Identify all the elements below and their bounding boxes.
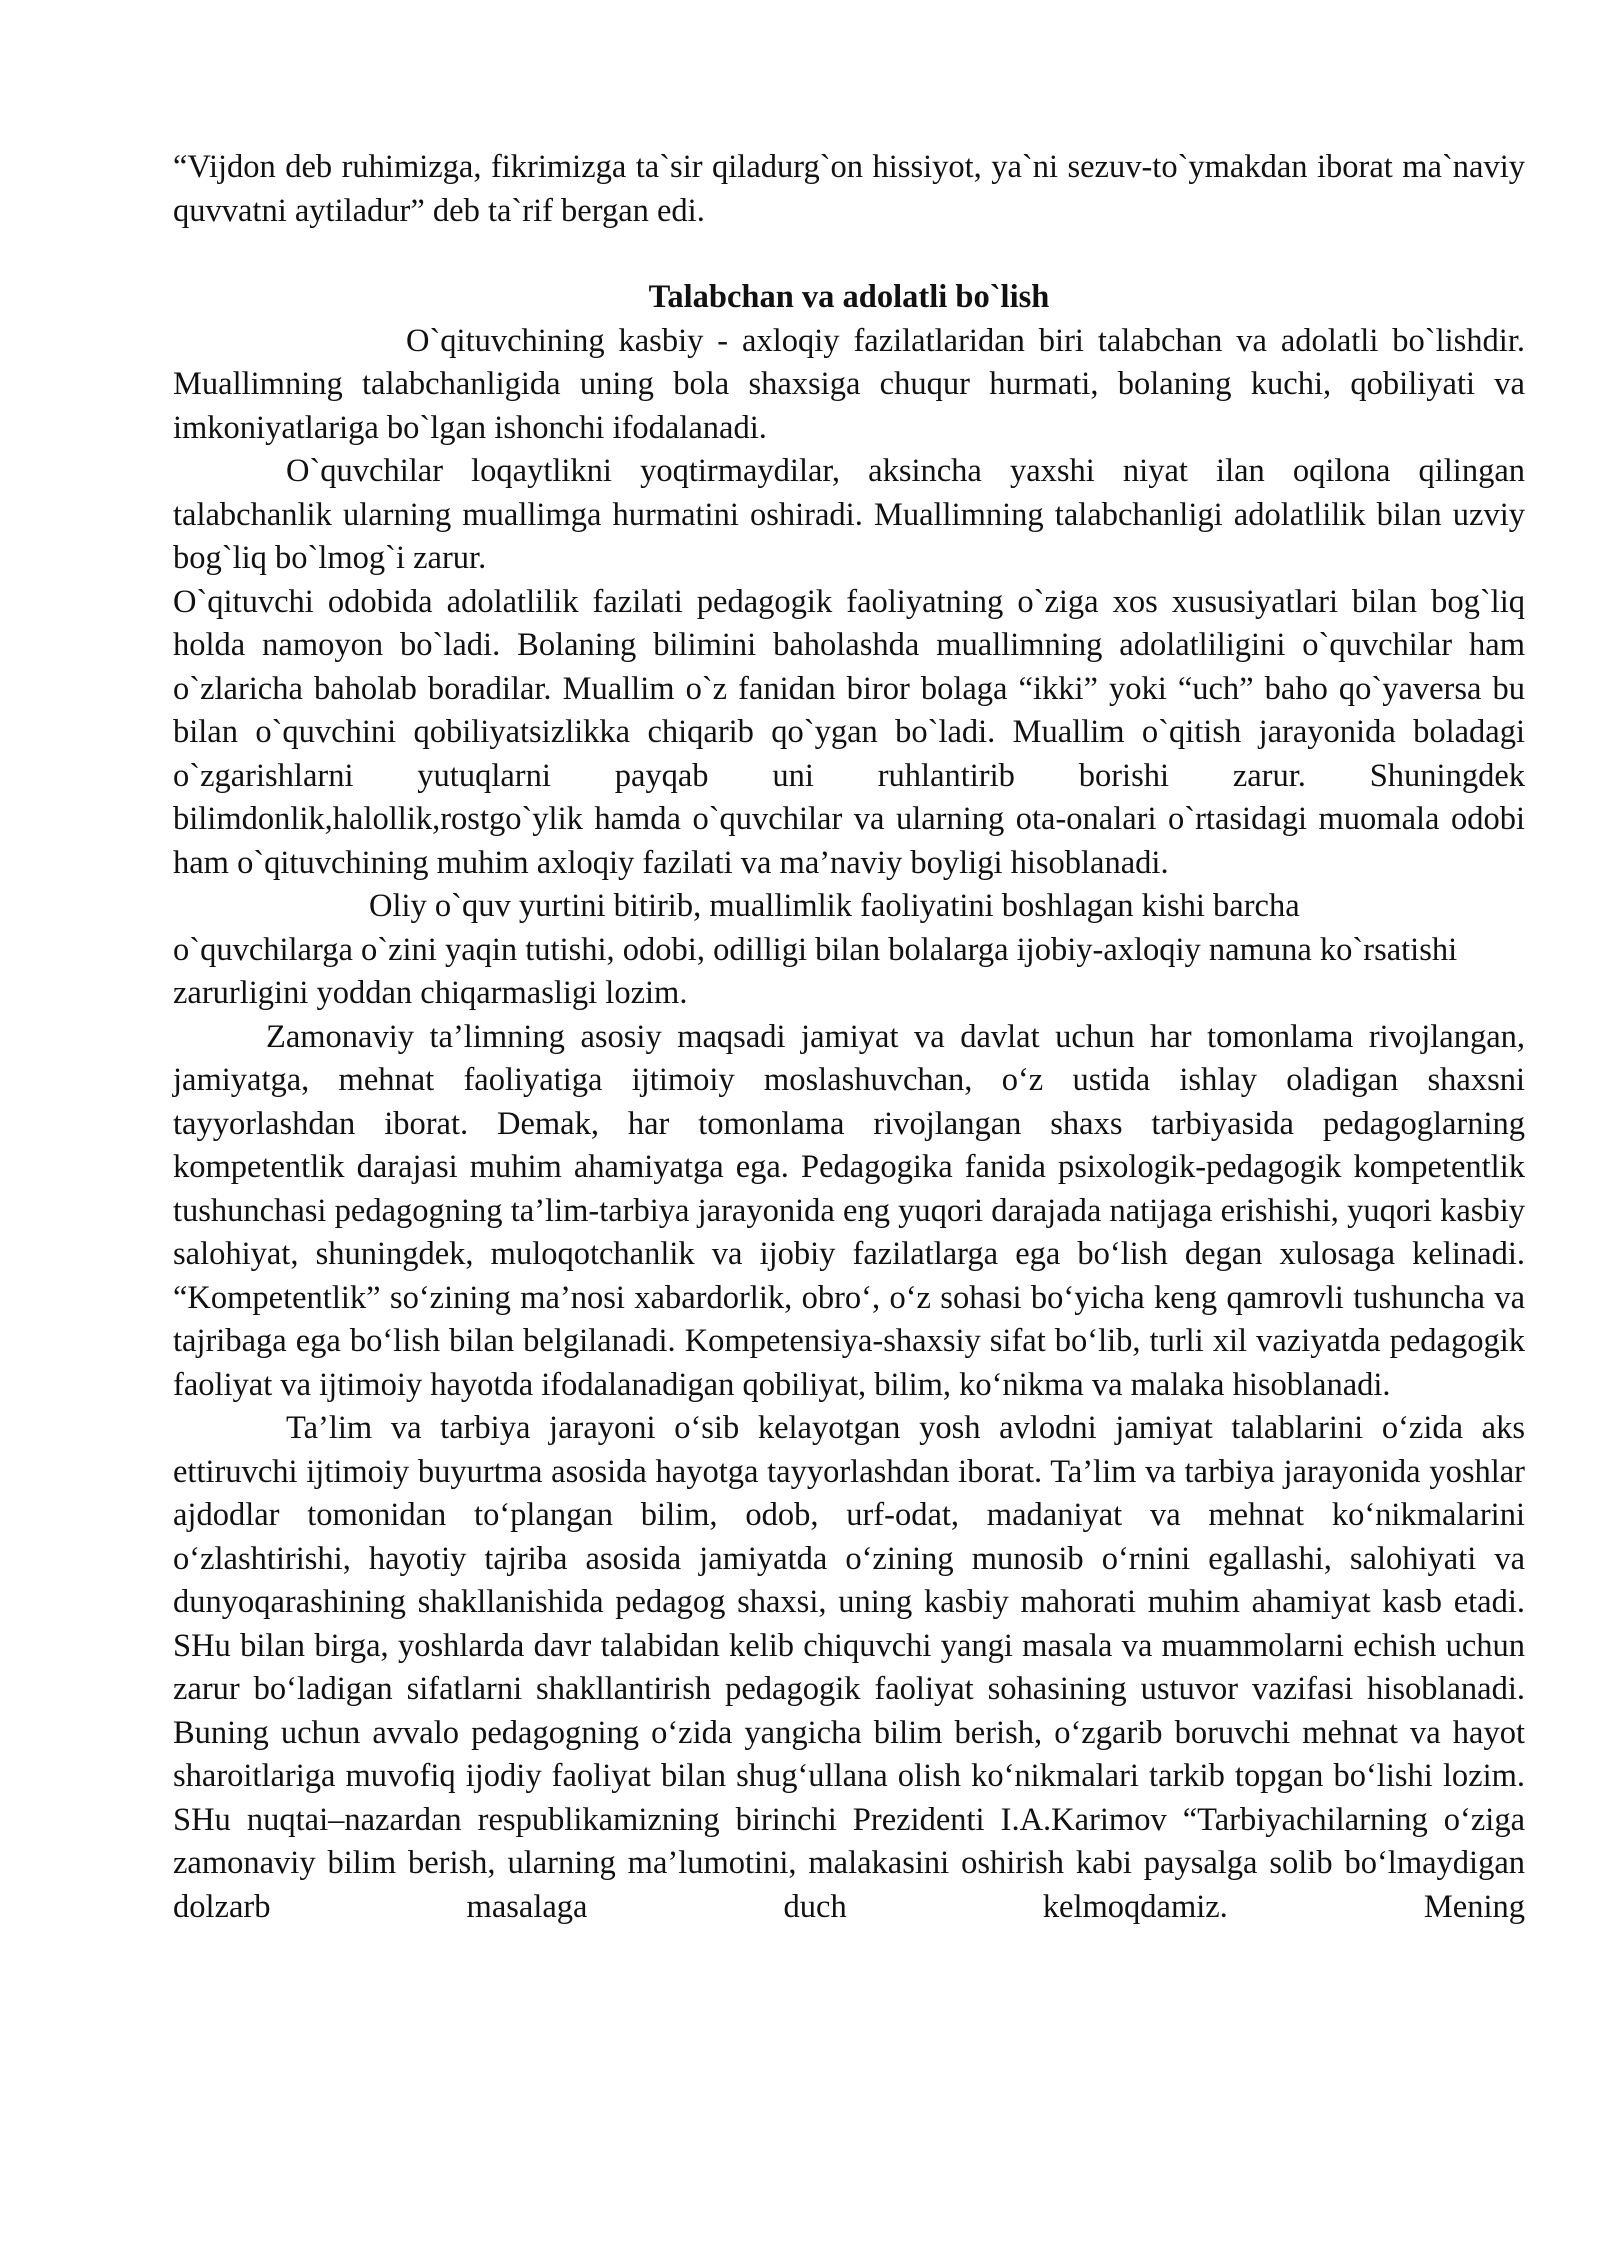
paragraph-oliy-oquv-yurti: Oliy o`quv yurtini bitirib, muallimlik faoliyatini boshlagan kishi barcha o`quvchilarga o`zini yaqin tutishi, odobi, odilligi bilan bolalarga ijobiy-axloqiy namuna ko`rsatishi zarurligini yoddan chiqarmasligi lozim. — [173, 888, 1458, 1011]
document-body — [173, 146, 1525, 1929]
paragraph-talim-tarbiya-jarayoni: Ta’lim va tarbiya jarayoni o‘sib kelayotgan yosh avlodni jamiyat talablarini o‘zida aks ettiruvchi ijtimoiy buyurtma asosida hayotga tayyorlashdan iborat. Ta’lim va tarbiya jarayonida yoshlar ajdodlar tomonidan to‘plangan bilim, odob, urf-odat, madaniyat va mehnat ko‘nikmalarini o‘zlashtirishi, hayotiy tajriba asosida jamiyatda o‘zining munosib o‘rnini egallashi, salohiyati va dunyoqarashining shakllanishida pedagog shaxsi, uning kasbiy mahorati muhim ahamiyat kasb etadi. SHu bilan birga, yoshlarda davr talabidan kelib chiquvchi yangi masala va muammolarni echish uchun zarur bo‘ladigan sifatlarni shakllantirish pedagogik faoliyat sohasining ustuvor vazifasi hisoblanadi. Buning uchun avvalo pedagogning o‘zida yangicha bilim berish, o‘zgarib boruvchi mehnat va hayot sharoitlariga muvofiq ijodiy faoliyat bilan shug‘ullana olish ko‘nikmalari tarkib topgan bo‘lishi lozim. SHu nuqtai–nazardan respublikamizning birinchi Prezidenti I.A.Karimov “Tarbiyachilarning o‘ziga zamonaviy bilim berish, ularning ma’lumotini, malakasini oshirish kabi paysalga solib bo‘lmaydigan dolzarb masalaga duch kelmoqdamiz. Mening — [173, 1410, 1525, 1925]
paragraph-oquvchilar-loqaytlik: O`quvchilar loqaytlikni yoqtirmaydilar, aksincha yaxshi niyat ilan oqilona qilingan talabchanlik ularning muallimga hurmatini oshiradi. Muallimning talabchanligi adolatlilik bilan uzviy bog`liq bo`lmog`i zarur. — [173, 453, 1525, 576]
paragraph-talabchan-intro: O`qituvchining kasbiy - axloqiy fazilatlaridan biri talabchan va adolatli bo`lishdir. Muallimning talabchanligida uning bola shaxsiga chuqur hurmati, bolaning kuchi, qobiliyati va imkoniyatlariga bo`lgan ishonchi ifodalanadi. — [173, 322, 1525, 446]
paragraph-vijdon-quote: “Vijdon deb ruhimizga, fikrimizga ta`sir qiladurg`on hissiyot, ya`ni sezuv-to`ymakdan iborat ma`naviy quvvatni aytiladur” deb ta`rif bergan edi. — [173, 149, 1525, 229]
section-heading: Talabchan va adolatli bo`lish — [648, 279, 1050, 315]
paragraph-zamonaviy-talim: Zamonaviy ta’limning asosiy maqsadi jamiyat va davlat uchun har tomonlama rivojlangan, jamiyatga, mehnat faoliyatiga ijtimoiy moslashuvchan, o‘z ustida ishlay oladigan shaxsni tayyorlashdan iborat. Demak, har tomonlama rivojlangan shaxs tarbiyasida pedagoglarning kompetentlik darajasi muhim ahamiyatga ega. Pedagogika fanida psixologik-pedagogik kompetentlik tushunchasi pedagogning ta’lim-tarbiya jarayonida eng yuqori darajada natijaga erishishi, yuqori kasbiy salohiyat, shuningdek, muloqotchanlik va ijobiy fazilatlarga ega bo‘lish degan xulosaga kelinadi. “Kompetentlik” so‘zining ma’nosi xabardorlik, obro‘, o‘z sohasi bo‘yicha keng qamrovli tushuncha va tajribaga ega bo‘lish bilan belgilanadi. Kompetensiya-shaxsiy sifat bo‘lib, turli xil vaziyatda pedagogik faoliyat va ijtimoiy hayotda ifodalanadigan qobiliyat, bilim, ko‘nikma va malaka hisoblanadi. — [173, 1018, 1525, 1403]
paragraph-adolatlilik: O`qituvchi odobida adolatlilik fazilati pedagogik faoliyatning o`ziga xos xususiyatlari bilan bog`liq holda namoyon bo`ladi. Bolaning bilimini baholashda muallimning adolatliligini o`quvchilar ham o`zlaricha baholab boradilar. Muallim o`z fanidan biror bolaga “ikki” yoki “uch” baho qo`yaversa bu bilan o`quvchini qobiliyatsizlikka chiqarib qo`ygan bo`ladi. Muallim o`qitish jarayonida boladagi o`zgarishlarni yutuqlarni payqab uni ruhlantirib borishi zarur. Shuningdek bilimdonlik,halollik,rostgo`ylik hamda o`quvchilar va ularning ota-onalari o`rtasidagi muomala odobi ham o`qituvchining muhim axloqiy fazilati va ma’naviy boyligi hisoblanadi. — [173, 583, 1525, 881]
